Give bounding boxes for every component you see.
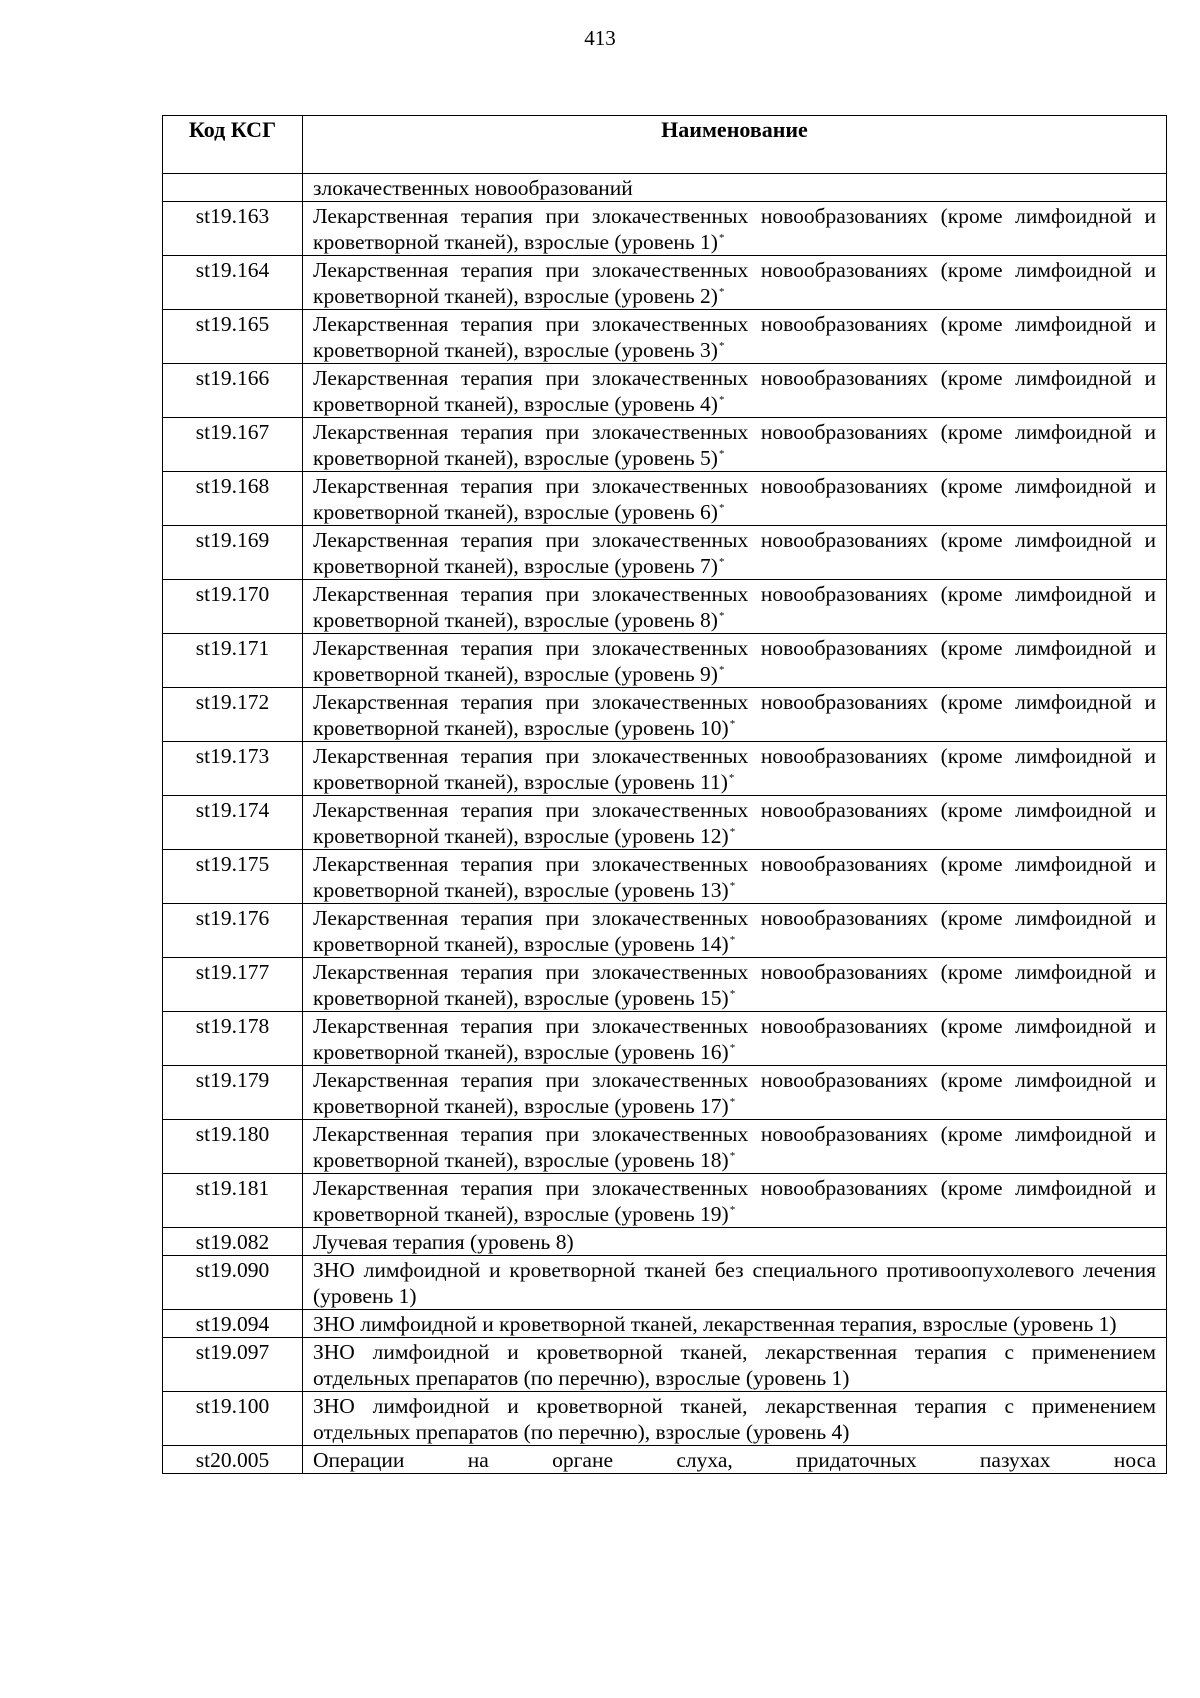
footnote-asterisk: * bbox=[718, 231, 725, 244]
row-code: st19.168 bbox=[163, 472, 303, 526]
table-row bbox=[163, 796, 1167, 850]
row-name-text: Операции на органе слуха, придаточных пазухах носа bbox=[313, 1448, 1156, 1472]
row-code: st19.165 bbox=[163, 310, 303, 364]
header-name: Наименование bbox=[303, 116, 1167, 174]
row-code: st19.174 bbox=[163, 796, 303, 850]
footnote-asterisk: * bbox=[729, 1041, 736, 1054]
table-row bbox=[163, 1012, 1167, 1066]
table-row bbox=[163, 256, 1167, 310]
row-name bbox=[303, 202, 1167, 256]
row-code: st19.090 bbox=[163, 1256, 303, 1310]
table-row bbox=[163, 688, 1167, 742]
footnote-asterisk: * bbox=[728, 771, 735, 784]
table-row bbox=[163, 1392, 1167, 1446]
footnote-asterisk: * bbox=[729, 825, 736, 838]
table-row bbox=[163, 1338, 1167, 1392]
footnote-asterisk: * bbox=[718, 339, 725, 352]
continuation-row bbox=[163, 174, 1167, 202]
row-code: st19.181 bbox=[163, 1174, 303, 1228]
row-code: st19.173 bbox=[163, 742, 303, 796]
row-name bbox=[303, 310, 1167, 364]
footnote-asterisk: * bbox=[718, 393, 725, 406]
row-code: st19.172 bbox=[163, 688, 303, 742]
row-name bbox=[303, 580, 1167, 634]
row-name bbox=[303, 1012, 1167, 1066]
row-name-text: Лекарственная терапия при злокачественных новообразованиях (кроме лимфоидной и кроветворной тканей), взрослые (уровень 13) bbox=[313, 852, 1156, 902]
row-name-text: ЗНО лимфоидной и кроветворной тканей, лекарственная терапия с применением отдельных препаратов (по перечню), взрослые (уровень 1) bbox=[313, 1340, 1156, 1390]
row-name-text: Лекарственная терапия при злокачественных новообразованиях (кроме лимфоидной и кроветворной тканей), взрослые (уровень 4) bbox=[313, 366, 1156, 416]
row-name bbox=[303, 1338, 1167, 1392]
row-code: st20.005 bbox=[163, 1446, 303, 1474]
footnote-asterisk: * bbox=[718, 555, 725, 568]
row-name bbox=[303, 1310, 1167, 1338]
row-name bbox=[303, 1066, 1167, 1120]
table-row bbox=[163, 634, 1167, 688]
row-name bbox=[303, 904, 1167, 958]
footnote-asterisk: * bbox=[729, 933, 736, 946]
row-code: st19.169 bbox=[163, 526, 303, 580]
table-row bbox=[163, 310, 1167, 364]
row-name bbox=[303, 1446, 1167, 1474]
row-name bbox=[303, 742, 1167, 796]
row-code: st19.100 bbox=[163, 1392, 303, 1446]
row-name-text: Лекарственная терапия при злокачественных новообразованиях (кроме лимфоидной и кроветворной тканей), взрослые (уровень 1) bbox=[313, 204, 1156, 254]
ksg-table bbox=[162, 115, 1167, 1474]
footnote-asterisk: * bbox=[729, 717, 736, 730]
row-name bbox=[303, 256, 1167, 310]
footnote-asterisk: * bbox=[718, 663, 725, 676]
row-code: st19.171 bbox=[163, 634, 303, 688]
row-name bbox=[303, 634, 1167, 688]
row-code: st19.164 bbox=[163, 256, 303, 310]
row-name-text: Лекарственная терапия при злокачественных новообразованиях (кроме лимфоидной и кроветворной тканей), взрослые (уровень 14) bbox=[313, 906, 1156, 956]
table-row bbox=[163, 850, 1167, 904]
row-code: st19.167 bbox=[163, 418, 303, 472]
row-name bbox=[303, 1256, 1167, 1310]
footnote-asterisk: * bbox=[718, 501, 725, 514]
footnote-asterisk: * bbox=[718, 285, 725, 298]
row-name-text: Лекарственная терапия при злокачественных новообразованиях (кроме лимфоидной и кроветворной тканей), взрослые (уровень 2) bbox=[313, 258, 1156, 308]
table-row bbox=[163, 742, 1167, 796]
table-row bbox=[163, 1174, 1167, 1228]
row-name-text: Лучевая терапия (уровень 8) bbox=[313, 1230, 574, 1254]
row-code: st19.163 bbox=[163, 202, 303, 256]
row-name bbox=[303, 1392, 1167, 1446]
continuation-name-cell: злокачественных новообразований bbox=[303, 174, 1167, 202]
footnote-asterisk: * bbox=[729, 1149, 736, 1162]
row-code: st19.179 bbox=[163, 1066, 303, 1120]
row-code: st19.176 bbox=[163, 904, 303, 958]
row-name bbox=[303, 1120, 1167, 1174]
table-row bbox=[163, 580, 1167, 634]
row-code: st19.180 bbox=[163, 1120, 303, 1174]
footnote-asterisk: * bbox=[718, 447, 725, 460]
row-name bbox=[303, 418, 1167, 472]
row-name-text: Лекарственная терапия при злокачественных новообразованиях (кроме лимфоидной и кроветворной тканей), взрослые (уровень 16) bbox=[313, 1014, 1156, 1064]
footnote-asterisk: * bbox=[729, 1203, 736, 1216]
row-code: st19.175 bbox=[163, 850, 303, 904]
row-code: st19.170 bbox=[163, 580, 303, 634]
footnote-asterisk: * bbox=[718, 609, 725, 622]
table-header-row bbox=[163, 116, 1167, 174]
row-name-text: Лекарственная терапия при злокачественных новообразованиях (кроме лимфоидной и кроветворной тканей), взрослые (уровень 18) bbox=[313, 1122, 1156, 1172]
row-name bbox=[303, 364, 1167, 418]
row-code: st19.082 bbox=[163, 1228, 303, 1256]
row-name-text: ЗНО лимфоидной и кроветворной тканей без специального противоопухолевого лечения (уровень 1) bbox=[313, 1258, 1156, 1308]
row-name-text: Лекарственная терапия при злокачественных новообразованиях (кроме лимфоидной и кроветворной тканей), взрослые (уровень 9) bbox=[313, 636, 1156, 686]
row-name bbox=[303, 1174, 1167, 1228]
row-code: st19.097 bbox=[163, 1338, 303, 1392]
row-name-text: ЗНО лимфоидной и кроветворной тканей, лекарственная терапия, взрослые (уровень 1) bbox=[313, 1312, 1117, 1336]
row-name-text: Лекарственная терапия при злокачественных новообразованиях (кроме лимфоидной и кроветворной тканей), взрослые (уровень 10) bbox=[313, 690, 1156, 740]
row-name-text: Лекарственная терапия при злокачественных новообразованиях (кроме лимфоидной и кроветворной тканей), взрослые (уровень 17) bbox=[313, 1068, 1156, 1118]
footnote-asterisk: * bbox=[729, 987, 736, 1000]
row-name bbox=[303, 796, 1167, 850]
row-name-text: Лекарственная терапия при злокачественных новообразованиях (кроме лимфоидной и кроветворной тканей), взрослые (уровень 19) bbox=[313, 1176, 1156, 1226]
header-code: Код КСГ bbox=[163, 116, 303, 174]
row-name-text: Лекарственная терапия при злокачественных новообразованиях (кроме лимфоидной и кроветворной тканей), взрослые (уровень 8) bbox=[313, 582, 1156, 632]
row-code: st19.166 bbox=[163, 364, 303, 418]
row-code: st19.094 bbox=[163, 1310, 303, 1338]
row-name-text: Лекарственная терапия при злокачественных новообразованиях (кроме лимфоидной и кроветворной тканей), взрослые (уровень 3) bbox=[313, 312, 1156, 362]
row-name-text: ЗНО лимфоидной и кроветворной тканей, лекарственная терапия с применением отдельных препаратов (по перечню), взрослые (уровень 4) bbox=[313, 1394, 1156, 1444]
table-row bbox=[163, 904, 1167, 958]
continuation-code-cell bbox=[163, 174, 303, 202]
row-name-text: Лекарственная терапия при злокачественных новообразованиях (кроме лимфоидной и кроветворной тканей), взрослые (уровень 6) bbox=[313, 474, 1156, 524]
row-code: st19.178 bbox=[163, 1012, 303, 1066]
table-row bbox=[163, 1120, 1167, 1174]
row-name-text: Лекарственная терапия при злокачественных новообразованиях (кроме лимфоидной и кроветворной тканей), взрослые (уровень 7) bbox=[313, 528, 1156, 578]
table-row bbox=[163, 202, 1167, 256]
row-name-text: Лекарственная терапия при злокачественных новообразованиях (кроме лимфоидной и кроветворной тканей), взрослые (уровень 15) bbox=[313, 960, 1156, 1010]
row-name bbox=[303, 472, 1167, 526]
table-row bbox=[163, 1228, 1167, 1256]
row-name bbox=[303, 1228, 1167, 1256]
table-row bbox=[163, 1310, 1167, 1338]
table-row bbox=[163, 1446, 1167, 1474]
table-row bbox=[163, 958, 1167, 1012]
footnote-asterisk: * bbox=[729, 1095, 736, 1108]
footnote-asterisk: * bbox=[729, 879, 736, 892]
table-row bbox=[163, 418, 1167, 472]
page-number: 413 bbox=[584, 26, 616, 50]
row-name-text: Лекарственная терапия при злокачественных новообразованиях (кроме лимфоидной и кроветворной тканей), взрослые (уровень 11) bbox=[313, 744, 1156, 794]
row-name-text: Лекарственная терапия при злокачественных новообразованиях (кроме лимфоидной и кроветворной тканей), взрослые (уровень 12) bbox=[313, 798, 1156, 848]
row-name bbox=[303, 958, 1167, 1012]
row-name bbox=[303, 850, 1167, 904]
table-row bbox=[163, 472, 1167, 526]
row-code: st19.177 bbox=[163, 958, 303, 1012]
row-name bbox=[303, 688, 1167, 742]
table-row bbox=[163, 364, 1167, 418]
row-name-text: Лекарственная терапия при злокачественных новообразованиях (кроме лимфоидной и кроветворной тканей), взрослые (уровень 5) bbox=[313, 420, 1156, 470]
table-row bbox=[163, 1256, 1167, 1310]
table-row bbox=[163, 1066, 1167, 1120]
table-row bbox=[163, 526, 1167, 580]
row-name bbox=[303, 526, 1167, 580]
